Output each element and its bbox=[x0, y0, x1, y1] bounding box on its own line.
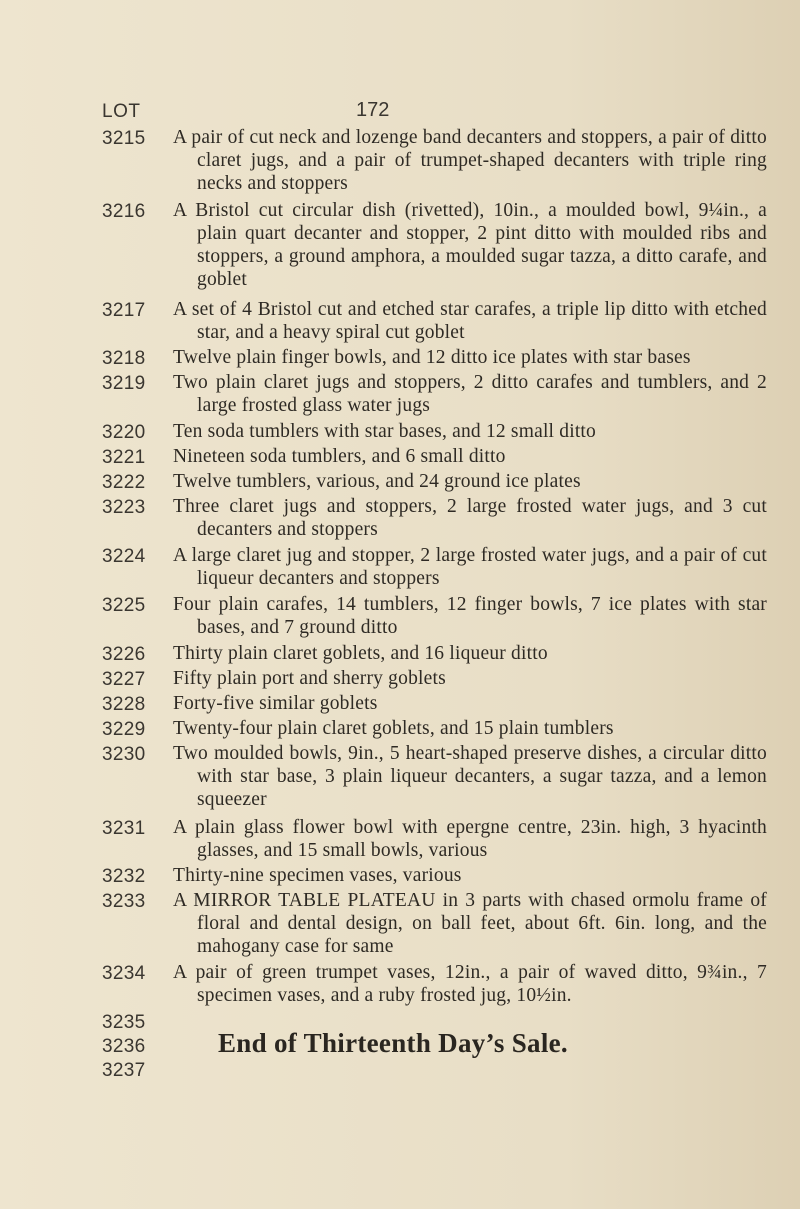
lot-number: 3234 bbox=[102, 963, 146, 984]
lot-number: 3236 bbox=[102, 1036, 146, 1057]
lot-description: A pair of cut neck and lozenge band decanters and stoppers, a pair of ditto claret jugs, and a pair of trumpet-shaped decanters with triple ring necks and stoppers bbox=[173, 127, 767, 194]
page-number: 172 bbox=[356, 99, 390, 121]
lot-description: Thirty-nine specimen vases, various bbox=[173, 865, 462, 886]
lot-number: 3223 bbox=[102, 497, 146, 518]
lot-number: 3217 bbox=[102, 300, 146, 321]
lot-number: 3227 bbox=[102, 669, 146, 690]
lot-number: 3215 bbox=[102, 128, 146, 149]
lot-number: 3232 bbox=[102, 866, 146, 887]
lot-number: 3222 bbox=[102, 472, 146, 493]
lot-description: A Bristol cut circular dish (rivetted), 10in., a moulded bowl, 9¼in., a plain quart decanter and stopper, 2 pint ditto with moulded ribs and stoppers, a ground amphora, a moulded sugar tazza, a ditto carafe, and goblet bbox=[173, 200, 767, 290]
end-of-sale-note: End of Thirteenth Day’s Sale. bbox=[218, 1028, 568, 1058]
lot-number: 3224 bbox=[102, 546, 146, 567]
lot-column-header: LOT bbox=[102, 101, 141, 122]
lot-number: 3218 bbox=[102, 348, 146, 369]
lot-number: 3228 bbox=[102, 694, 146, 715]
lot-description: Thirty plain claret goblets, and 16 liqueur ditto bbox=[173, 643, 548, 664]
lot-description: Nineteen soda tumblers, and 6 small ditto bbox=[173, 446, 506, 467]
lot-number: 3220 bbox=[102, 422, 146, 443]
lot-description: Two moulded bowls, 9in., 5 heart-shaped preserve dishes, a circular ditto with star base, 3 plain liqueur decanters, a sugar tazza, and a lemon squeezer bbox=[173, 743, 767, 810]
lot-description: Four plain carafes, 14 tumblers, 12 finger bowls, 7 ice plates with star bases, and 7 ground ditto bbox=[173, 594, 767, 638]
lot-description: Fifty plain port and sherry goblets bbox=[173, 668, 446, 689]
lot-description: Twelve plain finger bowls, and 12 ditto ice plates with star bases bbox=[173, 347, 691, 368]
lot-number: 3233 bbox=[102, 891, 146, 912]
lot-number: 3219 bbox=[102, 373, 146, 394]
lot-number: 3231 bbox=[102, 818, 146, 839]
lot-description: Two plain claret jugs and stoppers, 2 ditto carafes and tumblers, and 2 large frosted glass water jugs bbox=[173, 372, 767, 416]
lot-number: 3237 bbox=[102, 1060, 146, 1081]
lot-number: 3225 bbox=[102, 595, 146, 616]
lot-description: A set of 4 Bristol cut and etched star carafes, a triple lip ditto with etched star, and a heavy spiral cut goblet bbox=[173, 299, 767, 343]
lot-number: 3230 bbox=[102, 744, 146, 765]
lot-number: 3221 bbox=[102, 447, 146, 468]
lot-number: 3229 bbox=[102, 719, 146, 740]
lot-description: Three claret jugs and stoppers, 2 large frosted water jugs, and 3 cut decanters and stoppers bbox=[173, 496, 767, 540]
lot-description: A MIRROR TABLE PLATEAU in 3 parts with chased ormolu frame of floral and dental design, on ball feet, about 6ft. 6in. long, and the mahogany case for same bbox=[173, 890, 767, 957]
lot-description: A plain glass flower bowl with epergne centre, 23in. high, 3 hyacinth glasses, and 15 small bowls, various bbox=[173, 817, 767, 861]
lot-number: 3216 bbox=[102, 201, 146, 222]
lot-description: Ten soda tumblers with star bases, and 12 small ditto bbox=[173, 421, 597, 442]
lot-number: 3226 bbox=[102, 644, 146, 665]
lot-description: A pair of green trumpet vases, 12in., a pair of waved ditto, 9¾in., 7 specimen vases, and a ruby frosted jug, 10½in. bbox=[173, 962, 767, 1006]
lot-description: Twenty-four plain claret goblets, and 15 plain tumblers bbox=[173, 718, 614, 739]
lot-description: Twelve tumblers, various, and 24 ground ice plates bbox=[173, 471, 581, 492]
lot-number: 3235 bbox=[102, 1012, 146, 1033]
lot-description: Forty-five similar goblets bbox=[173, 693, 378, 714]
lot-description: A large claret jug and stopper, 2 large frosted water jugs, and a pair of cut liqueur decanters and stoppers bbox=[173, 545, 767, 589]
